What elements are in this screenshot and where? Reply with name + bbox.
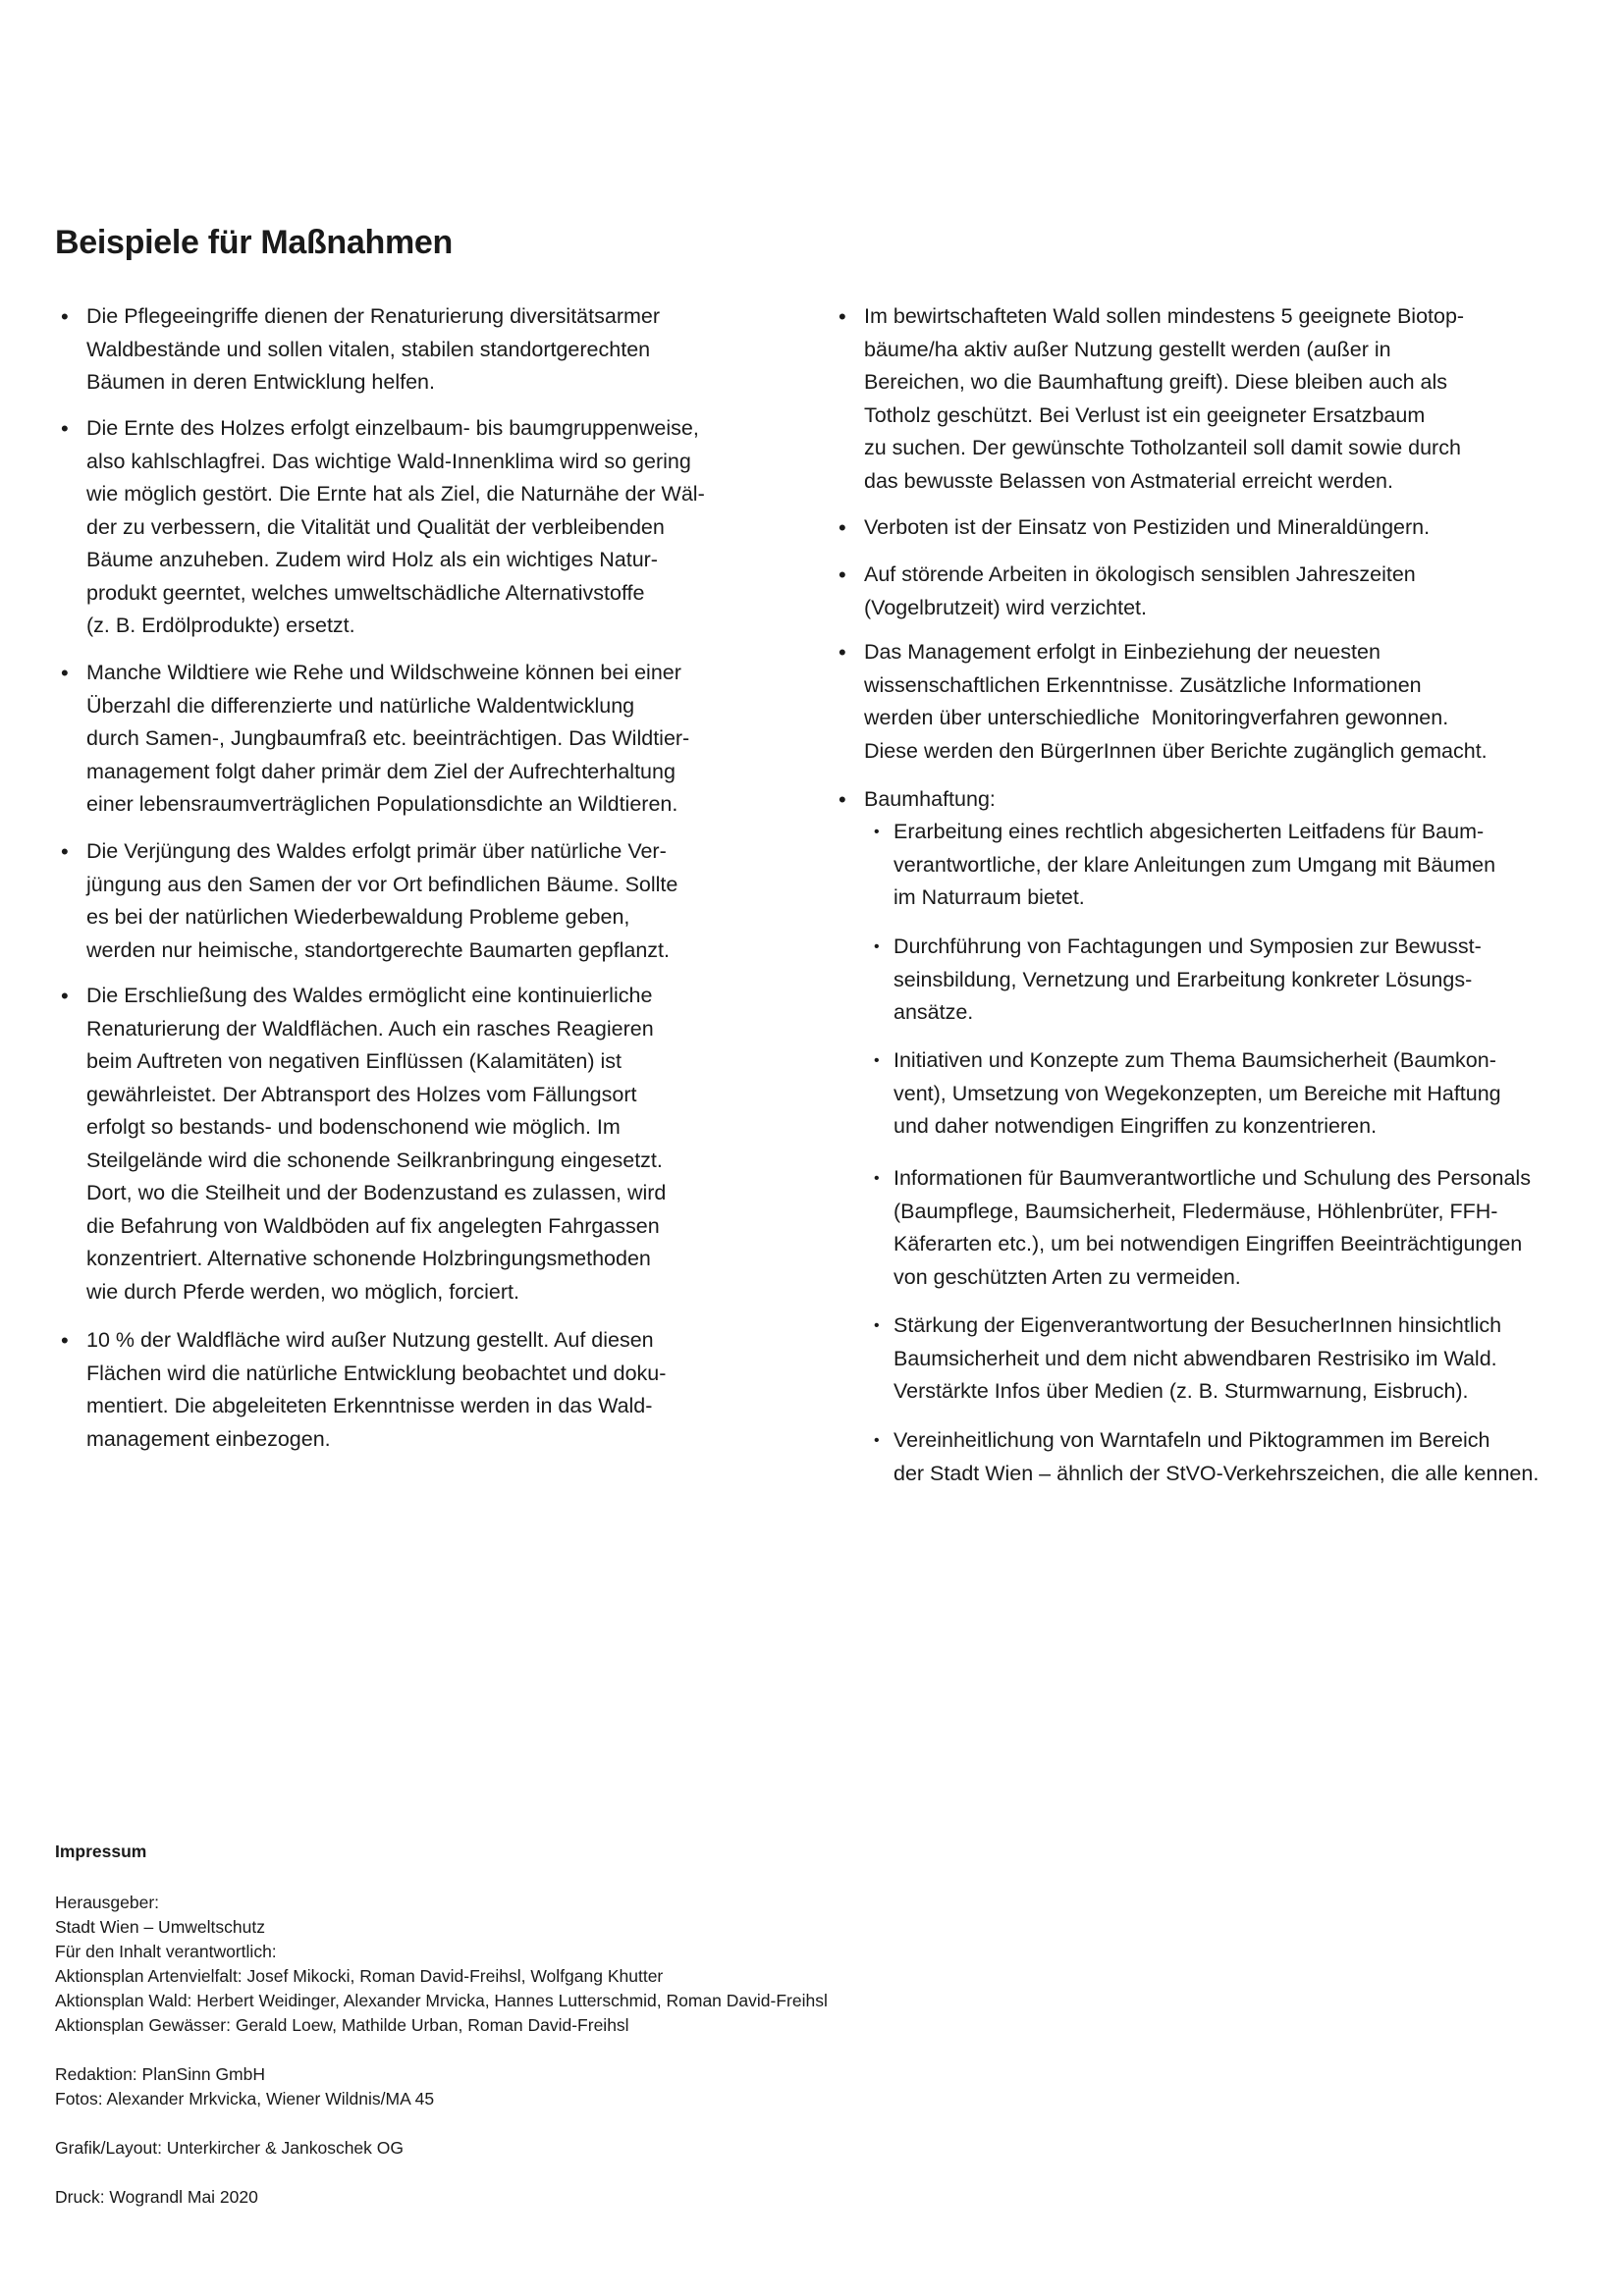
list-item-text: Die Ernte des Holzes erfolgt einzelbaum- bis baumgruppenweise, also kahlschlagfrei. Das wichtige Wald-Innenklima wird so gering wie möglich gestört. Die Ernte hat als Ziel, die Naturnähe der Wäl- der zu verbessern, die Vitalität und Qualität der verbleibenden Bäume anzuheben. Zudem wird Holz als ein wichtiges Natur- produkt geerntet, welches umweltschädliche Alternativstoffe (z. B. Erdölprodukte) ersetzt. [86,416,705,637]
bullet-icon: • [874,1170,880,1187]
bullet-icon: • [61,984,69,1008]
list-item-text: Stärkung der Eigenverantwortung der BesucherInnen hinsichtlich Baumsicherheit und dem nicht abwendbaren Restrisiko im Wald. Verstärkte Infos über Medien (z. B. Sturmwarnung, Eisbruch). [893,1313,1502,1403]
list-item-text: Verboten ist der Einsatz von Pestiziden und Mineraldüngern. [864,515,1431,539]
list-item-text: Durchführung von Fachtagungen und Symposien zur Bewusst- seinsbildung, Vernetzung und Erarbeitung konkreter Lösungs- ansätze. [893,934,1482,1024]
bullet-icon: • [839,304,846,329]
list-item-text: Baumhaftung: [864,787,996,811]
impressum-publisher: Herausgeber: Stadt Wien – Umweltschutz Für den Inhalt verantwortlich: Aktionsplan Artenvielfalt: Josef Mikocki, Roman David-Freihsl, Wolfgang Khutter Aktionsplan Wald: Herbert Weidinger, Alexander Mrvicka, Hannes Lutterschmid, Roman David-Freihsl Aktionsplan Gewässer: Gerald Loew, Mathilde Urban, Roman David-Freihsl [55,1893,828,2035]
bullet-icon: • [874,824,880,840]
list-item-text: Vereinheitlichung von Warntafeln und Piktogrammen im Bereich der Stadt Wien – ähnlich der StVO-Verkehrszeichen, die alle kennen. [893,1428,1540,1485]
list-item [839,300,1465,498]
list-item [839,783,996,817]
list-item [61,980,667,1308]
bullet-icon: • [839,515,846,540]
bullet-icon: • [61,416,69,441]
sub-list-item [874,1162,1531,1294]
list-item [839,511,1431,545]
list-item-text: Das Management erfolgt in Einbeziehung der neuesten wissenschaftlichen Erkenntnisse. Zusätzliche Informationen werden über unterschiedliche Monitoringverfahren gewonnen. Diese werden den BürgerInnen über Berichte zugänglich gemacht. [864,640,1488,763]
list-item-text: Die Erschließung des Waldes ermöglicht eine kontinuierliche Renaturierung der Waldflächen. Auch ein rasches Reagieren beim Auftreten von negativen Einflüssen (Kalamitäten) ist gewährleistet. Der Abtransport des Holzes vom Fällungsort erfolgt so bestands- und bodenschonend wie möglich. Im Steilgelände wird die schonende Seilkranbringung eingesetzt. Dort, wo die Steilheit und der Bodenzustand es zulassen, wird die Befahrung von Waldböden auf fix angelegten Fahrgassen konzentriert. Alternative schonende Holzbringungsmethoden wie durch Pferde werden, wo möglich, forciert. [86,984,667,1304]
list-item-text: Im bewirtschafteten Wald sollen mindestens 5 geeignete Biotop- bäume/ha aktiv außer Nutzung gestellt werden (außer in Bereichen, wo die Baumhaftung greift). Diese bleiben auch als Totholz geschützt. Bei Verlust ist ein geeigneter Ersatzbaum zu suchen. Der gewünschte Totholzanteil soll damit sowie durch das bewusste Belassen von Astmaterial erreicht werden. [864,304,1465,493]
page-title: Beispiele für Maßnahmen [55,224,453,261]
impressum-editorial: Redaktion: PlanSinn GmbH Fotos: Alexander Mrkvicka, Wiener Wildnis/MA 45 [55,2064,435,2109]
list-item [61,835,678,967]
impressum-print: Druck: Wograndl Mai 2020 [55,2187,258,2207]
list-item-text: 10 % der Waldfläche wird außer Nutzung gestellt. Auf diesen Flächen wird die natürliche Entwicklung beobachtet und doku- mentiert. Die abgeleiteten Erkenntnisse werden in das Wald- management einbezogen. [86,1328,667,1451]
bullet-icon: • [61,1328,69,1353]
impressum-title: Impressum [55,1842,147,1861]
bullet-icon: • [874,1317,880,1334]
bullet-icon: • [61,839,69,864]
impressum-graphics: Grafik/Layout: Unterkircher & Jankoschek OG [55,2138,404,2158]
bullet-icon: • [874,1432,880,1449]
sub-list-item [874,1309,1502,1409]
list-item [839,636,1488,768]
list-item-text: Initiativen und Konzepte zum Thema Baumsicherheit (Baumkon- vent), Umsetzung von Wegekonzepten, um Bereiche mit Haftung und daher notwendigen Eingriffen zu konzentrieren. [893,1048,1501,1138]
sub-list-item [874,1044,1501,1144]
bullet-icon: • [839,640,846,665]
bullet-icon: • [874,1052,880,1069]
list-item [61,1324,667,1456]
list-item-text: Manche Wildtiere wie Rehe und Wildschweine können bei einer Überzahl die differenzierte und natürliche Waldentwicklung durch Samen-, Jungbaumfraß etc. beeinträchtigen. Das Wildtier- management folgt daher primär dem Ziel der Aufrechterhaltung einer lebensraumverträglichen Populationsdichte an Wildtieren. [86,661,690,816]
sub-list-item [874,1424,1540,1490]
list-item [839,559,1416,624]
list-item-text: Auf störende Arbeiten in ökologisch sensiblen Jahreszeiten (Vogelbrutzeit) wird verzichtet. [864,562,1416,619]
sub-list-item [874,816,1496,915]
list-item-text: Die Verjüngung des Waldes erfolgt primär über natürliche Ver- jüngung aus den Samen der vor Ort befindlichen Bäume. Sollte es bei der natürlichen Wiederbewaldung Probleme geben, werden nur heimische, standortgerechte Baumarten gepflanzt. [86,839,678,962]
bullet-icon: • [874,938,880,955]
list-item [61,657,690,822]
bullet-icon: • [839,562,846,587]
list-item [61,300,661,400]
list-item-text: Erarbeitung eines rechtlich abgesicherten Leitfadens für Baum- verantwortliche, der klare Anleitungen zum Umgang mit Bäumen im Naturraum bietet. [893,820,1496,909]
list-item-text: Die Pflegeeingriffe dienen der Renaturierung diversitätsarmer Waldbestände und sollen vitalen, stabilen standortgerechten Bäumen in deren Entwicklung helfen. [86,304,661,394]
sub-list-item [874,931,1482,1030]
bullet-icon: • [61,661,69,685]
bullet-icon: • [839,787,846,812]
list-item-text: Informationen für Baumverantwortliche und Schulung des Personals (Baumpflege, Baumsicherheit, Fledermäuse, Höhlenbrüter, FFH- Käferarten etc.), um bei notwendigen Eingriffen Beeinträchtigungen von geschützten Arten zu vermeiden. [893,1166,1531,1289]
bullet-icon: • [61,304,69,329]
list-item [61,412,705,643]
